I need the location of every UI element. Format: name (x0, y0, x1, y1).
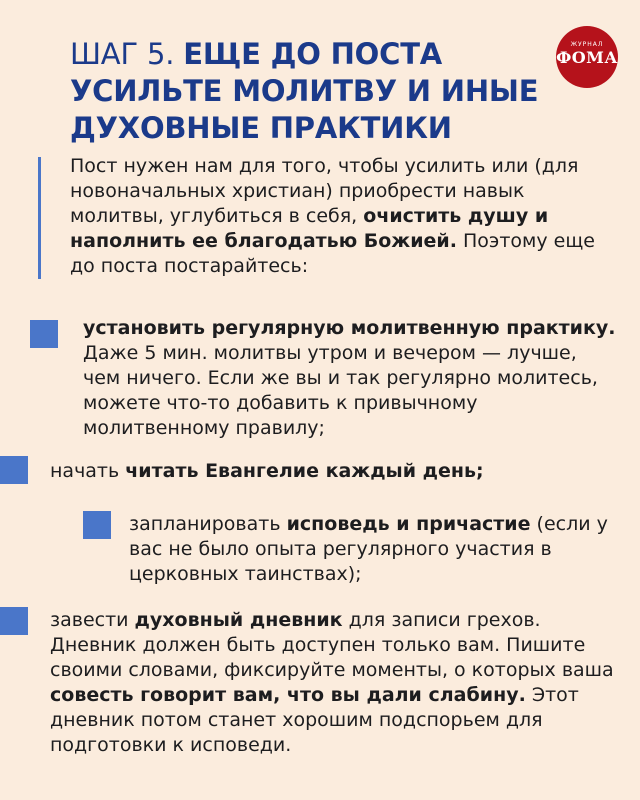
page-title (70, 36, 550, 147)
list-item-confession: запланировать исповедь и причастие (если у вас не было опыта регулярного участия в церковных таинствах); (129, 513, 608, 585)
bullet-square-4 (0, 607, 28, 635)
list-item-gospel: начать читать Евангелие каждый день; (50, 460, 484, 482)
logo-main-text: ФОМА (556, 48, 618, 67)
step-heading: ЕЩЕ ДО ПОСТА УСИЛЬТЕ МОЛИТВУ И ИНЫЕ ДУХОВНЫЕ ПРАКТИКИ (70, 37, 539, 145)
step-label: ШАГ 5. (70, 37, 184, 71)
bullet-square-1 (30, 320, 58, 348)
logo-small-text: ЖУРНАЛ (570, 41, 604, 48)
intro-accent-bar (38, 157, 41, 279)
bullet-square-3 (83, 511, 111, 539)
intro-paragraph: Пост нужен нам для того, чтобы усилить или (для новоначальных христиан) приобрести навык молитвы, углубиться в себя, очистить душу и наполнить ее благодатью Божией. Поэтому еще до поста постарайтесь: (70, 155, 595, 277)
foma-logo (556, 26, 618, 88)
list-item-prayer: установить регулярную молитвенную практику. Даже 5 мин. молитвы утром и вечером — лучше, чем ничего. Если же вы и так регулярно молитесь, можете что-то добавить к привычному молитвенному правилу; (83, 317, 616, 439)
bullet-square-2 (0, 456, 28, 484)
list-item-diary: завести духовный дневник для записи грехов. Дневник должен быть доступен только вам. Пишите своими словами, фиксируйте моменты, о которых ваша совесть говорит вам, что вы дали слабину. Этот дневник потом станет хорошим подспорьем для подготовки к исповеди. (50, 609, 614, 756)
